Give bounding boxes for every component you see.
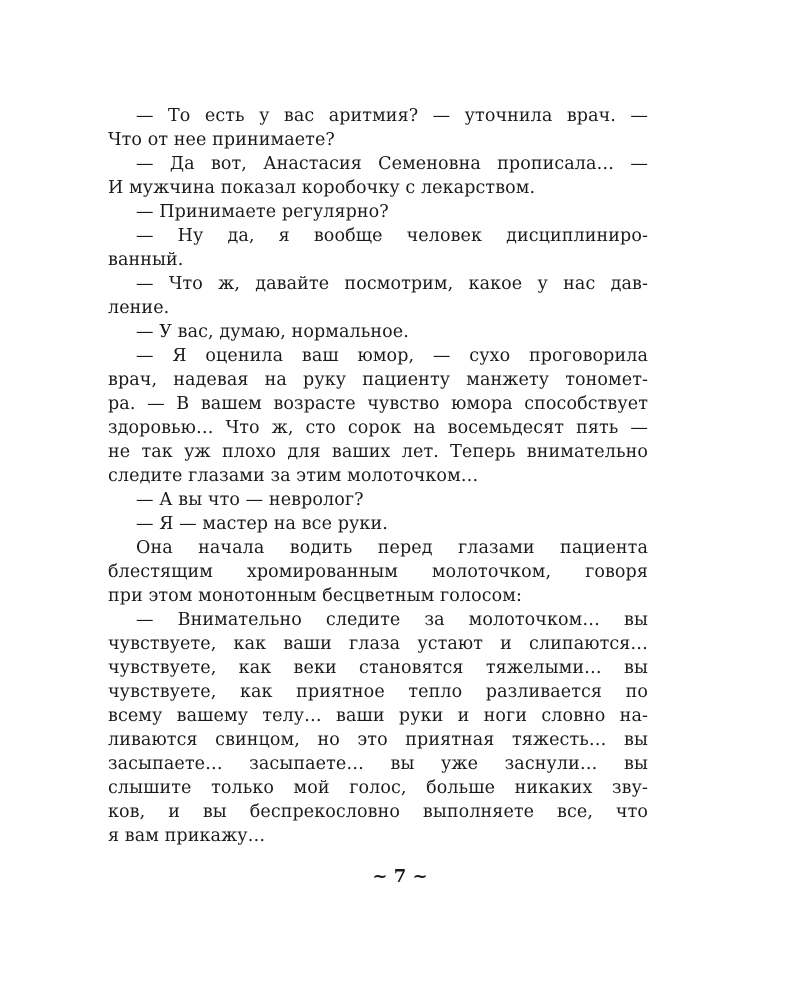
text-line: Она начала водить перед глазами пациента bbox=[136, 538, 648, 558]
text-line: — Принимаете регулярно? bbox=[136, 202, 389, 222]
text-line: ванный. bbox=[108, 250, 184, 270]
text-line: ливаются свинцом, но это приятная тяжесть… вы bbox=[108, 730, 648, 750]
text-line: чувствуете, как веки становятся тяжелыми… вы bbox=[108, 658, 648, 678]
text-line: — Да вот, Анастасия Семеновна прописала… — bbox=[136, 154, 648, 174]
text-line: блестящим хромированным молоточком, говоря bbox=[108, 562, 648, 582]
text-line: всему вашему телу… ваши руки и ноги словно на- bbox=[108, 706, 648, 726]
text-line: врач, надевая на руку пациенту манжету тономет- bbox=[108, 370, 648, 390]
text-line: чувствуете, как ваши глаза устают и слипаются… bbox=[108, 634, 648, 654]
text-line: — То есть у вас аритмия? — уточнила врач. — bbox=[136, 106, 648, 126]
body-text bbox=[108, 104, 648, 848]
text-line: при этом монотонным бесцветным голосом: bbox=[108, 586, 522, 606]
text-line: слышите только мой голос, больше никаких зву- bbox=[108, 778, 648, 798]
text-line: — Внимательно следите за молоточком… вы bbox=[136, 610, 648, 630]
text-line: — А вы что — невролог? bbox=[136, 490, 364, 510]
text-line: — Что ж, давайте посмотрим, какое у нас дав- bbox=[136, 274, 648, 294]
text-line: чувствуете, как приятное тепло разливается по bbox=[108, 682, 648, 702]
text-line: я вам прикажу… bbox=[108, 826, 266, 846]
text-line: — Я — мастер на все руки. bbox=[136, 514, 388, 534]
text-line: ление. bbox=[108, 298, 170, 318]
text-line: не так уж плохо для ваших лет. Теперь внимательно bbox=[108, 442, 648, 462]
text-line: — У вас, думаю, нормальное. bbox=[136, 322, 409, 342]
text-line: — Ну да, я вообще человек дисциплиниро- bbox=[136, 226, 648, 246]
text-line: — Я оценила ваш юмор, — сухо проговорила bbox=[136, 346, 648, 366]
text-line: засыпаете… засыпаете… вы уже заснули… вы bbox=[108, 754, 648, 774]
text-line: следите глазами за этим молоточком… bbox=[108, 466, 479, 486]
text-line: здоровью… Что ж, сто сорок на восемьдесят пять — bbox=[108, 418, 648, 438]
text-line: Что от нее принимаете? bbox=[108, 130, 335, 150]
text-line: ков, и вы беспрекословно выполняете все, что bbox=[108, 802, 648, 822]
page-number: ~ 7 ~ bbox=[372, 866, 428, 887]
text-line: ра. — В вашем возрасте чувство юмора способствует bbox=[108, 394, 648, 414]
text-line: И мужчина показал коробочку с лекарством. bbox=[108, 178, 536, 198]
